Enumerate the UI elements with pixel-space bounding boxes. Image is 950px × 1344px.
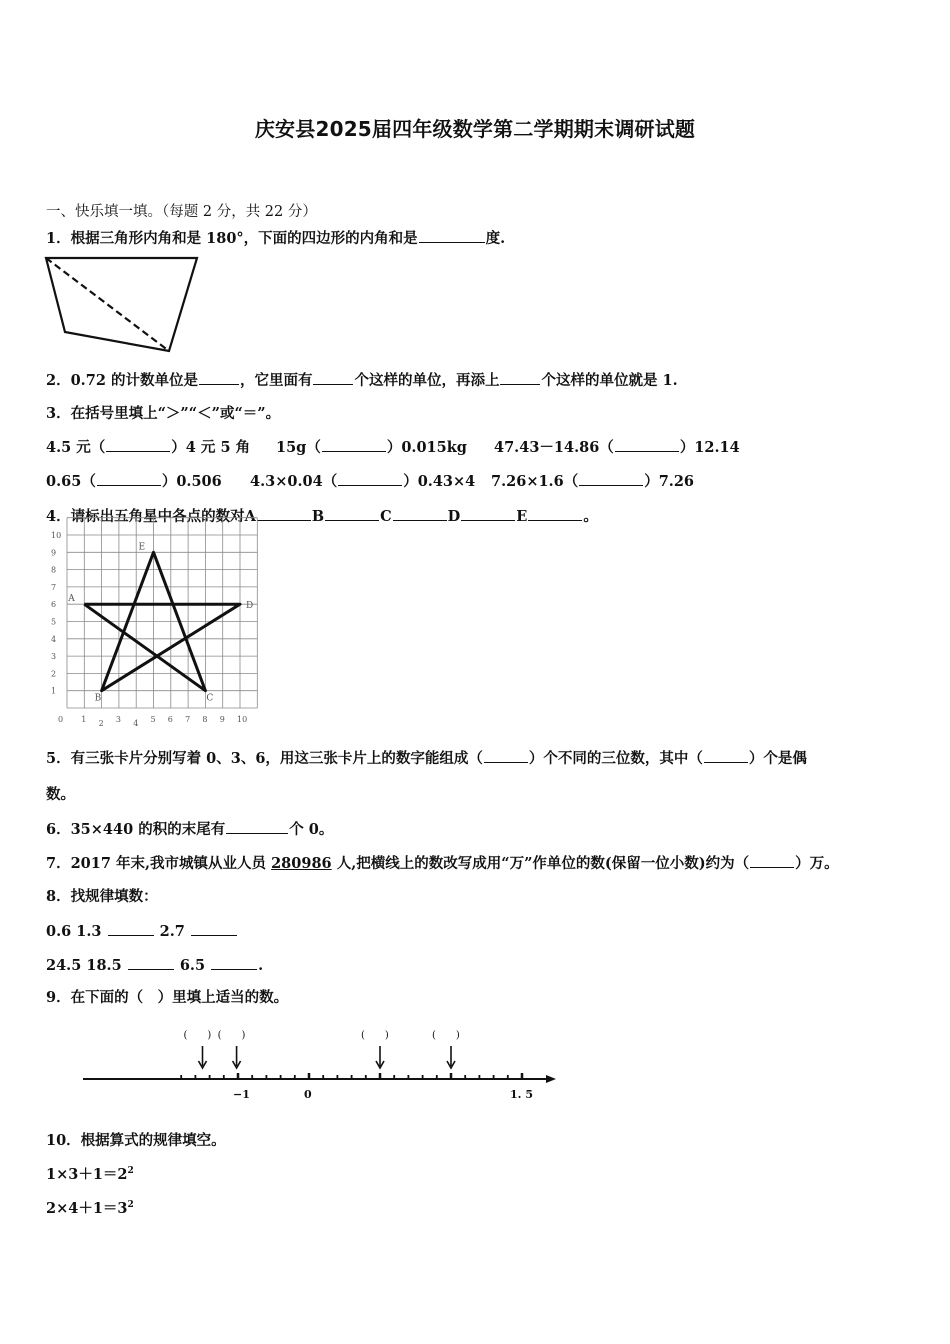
answer-paren: ( ) (217, 1030, 246, 1041)
q4-blank-b[interactable] (325, 506, 379, 521)
q5-blank-1[interactable] (484, 748, 528, 763)
q3-row2 (46, 471, 694, 492)
q8-text: 8．找规律填数： (46, 888, 158, 905)
q2-part4: 个这样的单位就是 1. (541, 372, 678, 389)
star-grid-chart (40, 530, 290, 730)
q2-part1: 2．0.72 的计数单位是 (46, 372, 198, 389)
q3-item: 4.3×0.04（ ）0.43×4 (250, 473, 476, 490)
x-tick-label: 10 (237, 715, 248, 724)
q3-item: 0.65（ ）0.506 (46, 473, 222, 490)
q4-blank-c[interactable] (393, 506, 447, 521)
q3-blank[interactable] (338, 471, 402, 486)
q3-row1 (46, 437, 740, 458)
q5-continuation: 数。 (46, 786, 75, 803)
answer-paren: ( ) (183, 1030, 212, 1041)
x-tick-label: 4 (133, 719, 139, 728)
y-tick-label: 3 (51, 652, 57, 662)
quadrilateral-figure (40, 250, 210, 360)
x-tick-label: 6 (167, 715, 173, 724)
q4-blank-a[interactable] (257, 506, 311, 521)
point-label-b: B (94, 693, 102, 704)
diagonal-dashed (46, 258, 169, 351)
y-tick-label: 9 (51, 548, 57, 558)
axis-label: 0 (304, 1088, 312, 1101)
q3-text: 3．在括号里填上“＞”“＜”或“＝”。 (46, 405, 281, 422)
y-tick-label: 4 (51, 634, 57, 644)
q10-equation-1: $1\times 3+1=2^2$ (46, 1166, 134, 1183)
answer-paren: ( ) (361, 1030, 389, 1041)
q5-blank-2[interactable] (704, 748, 748, 763)
q3-blank[interactable] (615, 437, 679, 452)
question-7: 7．2017 年末,我市城镇从业人员 280986 人,把横线上的数改写成用“万”作单位的数(保留一位小数)约为（ ）万。 (46, 855, 839, 872)
question-5: 5．有三张卡片分别写着 0、3、6，用这三张卡片上的数字能组成（ ）个不同的三位数，其中（ ）个是偶 (46, 750, 807, 767)
x-tick-label: 3 (115, 715, 121, 724)
y-tick-label: 6 (51, 600, 57, 610)
q8-blank[interactable] (108, 921, 154, 936)
point-label-e: E (138, 542, 146, 553)
answer-paren: ( ) (432, 1030, 460, 1041)
x-tick-label: 2 (98, 719, 104, 728)
q3-item: 47.43－14.86（ ）12.14 (494, 439, 740, 456)
q7-blank[interactable] (750, 853, 794, 868)
q10-text: 10．根据算式的规律填空。 (46, 1132, 226, 1149)
q8-blank[interactable] (211, 955, 257, 970)
x-tick-label: 5 (150, 715, 156, 724)
q7-underlined-number: 280986 (271, 855, 332, 872)
y-tick-label: 2 (51, 669, 57, 679)
section-heading: 一、快乐填一填。（每题 2 分，共 22 分） (46, 204, 317, 220)
q2-blank-3[interactable] (500, 370, 540, 385)
q8-blank[interactable] (128, 955, 174, 970)
q10-equation-2: $2\times 4+1=3^2$ (46, 1200, 134, 1217)
q4-text: 4．请标出五角星中各点的数对 (46, 508, 245, 525)
q2-blank-2[interactable] (313, 370, 353, 385)
question-6: 6．35×440 的积的末尾有 个 0。 (46, 821, 334, 838)
q1-tail: 度. (485, 230, 506, 247)
x-tick-label: 8 (202, 715, 208, 724)
y-tick-label: 7 (51, 582, 57, 592)
q2-part2: ，它里面有 (239, 372, 313, 389)
q4-blank-e[interactable] (528, 506, 582, 521)
x-tick-label: 1 (81, 715, 87, 724)
q8-row2: 24.5 18.5 6.5 . (46, 957, 264, 974)
question-2 (46, 370, 678, 391)
axis-label: −1 (233, 1088, 250, 1101)
y-tick-label: 8 (51, 565, 57, 575)
q3-blank[interactable] (322, 437, 386, 452)
point-label-d: D (246, 601, 254, 612)
y-tick-label: 5 (51, 617, 57, 627)
question-1 (46, 228, 505, 249)
q3-item: 7.26×1.6（ ）7.26 (491, 473, 695, 490)
q1-text: 1．根据三角形内角和是 180°，下面的四边形的内角和是 (46, 230, 418, 247)
q3-blank[interactable] (97, 471, 161, 486)
page-title: 庆安县2025届四年级数学第二学期期末调研试题 (254, 117, 696, 141)
q3-item: 4.5 元（ ）4 元 5 角 (46, 439, 251, 456)
q8-row1: 0.6 1.3 2.7 (46, 921, 238, 942)
q3-blank[interactable] (106, 437, 170, 452)
q2-blank-1[interactable] (199, 370, 239, 385)
quadrilateral (46, 258, 197, 351)
q6-blank[interactable] (226, 819, 288, 834)
y-tick-label: 1 (51, 686, 57, 696)
question-4: 4．请标出五角星中各点的数对A B C D E 。 (46, 508, 598, 525)
point-label-c: C (206, 693, 214, 704)
axis-arrowhead (546, 1075, 556, 1083)
q1-answer-blank[interactable] (419, 228, 485, 243)
x-tick-label: 7 (185, 715, 191, 724)
x-tick-label: 9 (219, 715, 225, 724)
y-tick-label: 10 (51, 531, 62, 540)
axis-label: 1. 5 (510, 1088, 533, 1101)
q3-item: 15g（ ）0.015kg (276, 439, 467, 456)
q2-part3: 个这样的单位，再添上 (354, 372, 500, 389)
point-label-a: A (68, 594, 75, 605)
q4-blank-d[interactable] (461, 506, 515, 521)
origin-label: 0 (58, 715, 64, 724)
number-line (80, 1020, 560, 1110)
q8-blank[interactable] (191, 921, 237, 936)
q3-blank[interactable] (579, 471, 643, 486)
q9-text: 9．在下面的（ ）里填上适当的数。 (46, 989, 289, 1006)
